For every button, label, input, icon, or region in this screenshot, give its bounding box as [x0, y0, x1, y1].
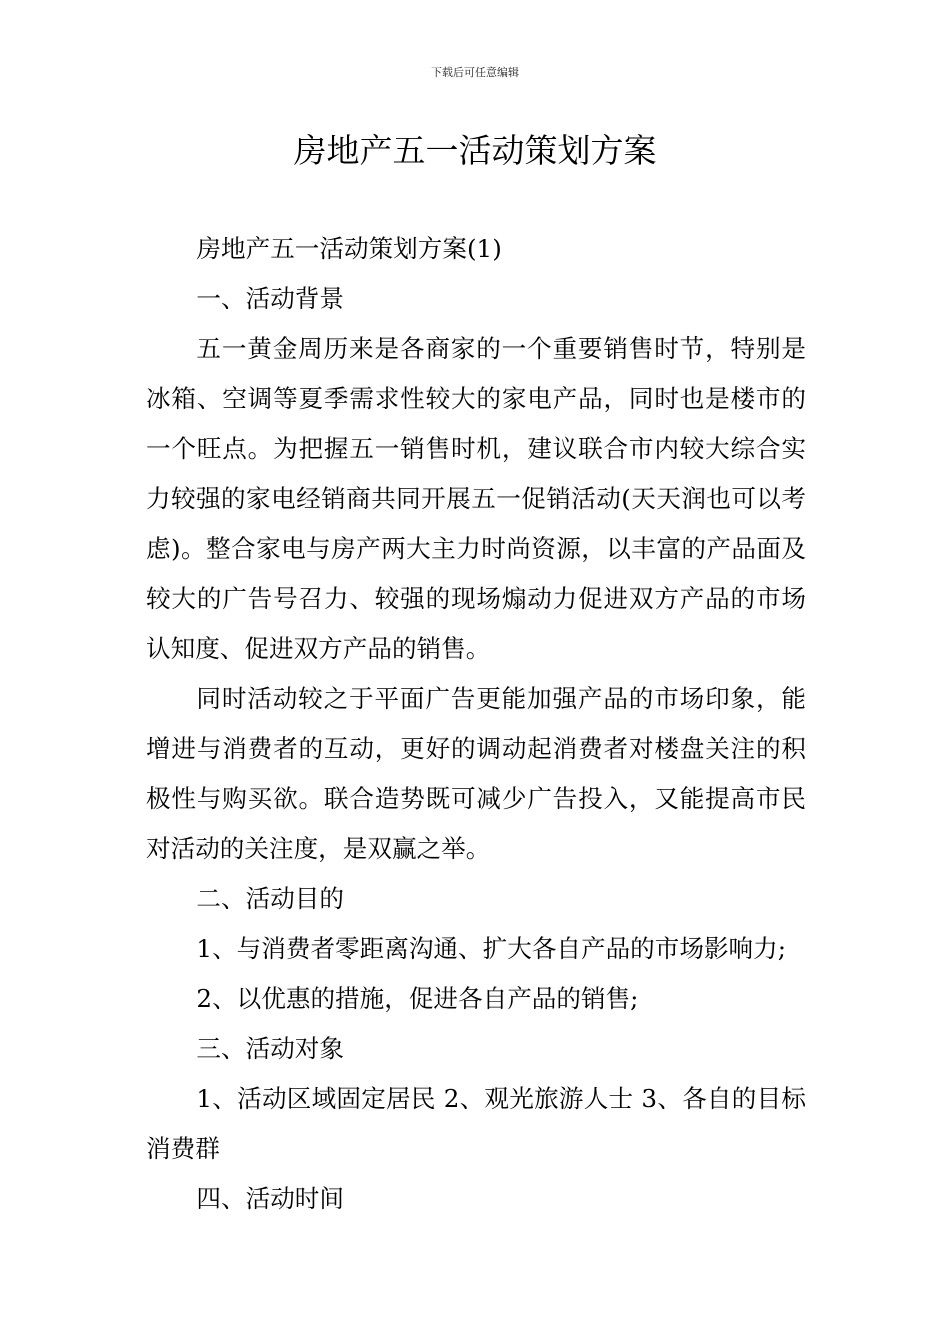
section-heading-time: 四、活动时间	[196, 1184, 344, 1213]
purpose-item-1: 1、与消费者零距离沟通、扩大各自产品的市场影响力;	[196, 934, 787, 963]
section-heading-purpose: 二、活动目的	[196, 884, 344, 913]
document-title: 房地产五一活动策划方案	[293, 131, 657, 170]
section-subtitle: 房地产五一活动策划方案(1)	[196, 234, 502, 263]
purpose-item-2: 2、以优惠的措施，促进各自产品的销售;	[196, 984, 639, 1013]
paragraph-background-1: 五一黄金周历来是各商家的一个重要销售时节，特别是冰箱、空调等夏季需求性较大的家电产品，同时也是楼市的一个旺点。为把握五一销售时机，建议联合市内较大综合实力较强的家电经销商共同开展五一促销活动(天天润也可以考虑)。整合家电与房产两大主力时尚资源，以丰富的产品面及较大的广告号召力、较强的现场煽动力促进双方产品的市场认知度、促进双方产品的销售。	[146, 334, 806, 663]
section-heading-target: 三、活动对象	[196, 1034, 344, 1063]
paragraph-background-2: 同时活动较之于平面广告更能加强产品的市场印象，能增进与消费者的互动，更好的调动起消费者对楼盘关注的积极性与购买欲。联合造势既可减少广告投入，又能提高市民对活动的关注度，是双赢之举。	[146, 684, 806, 863]
document-body	[146, 224, 806, 1224]
header-note: 下载后可任意编辑	[431, 66, 519, 79]
section-heading-background: 一、活动背景	[196, 284, 344, 313]
target-items: 1、活动区域固定居民 2、观光旅游人士 3、各自的目标消费群	[146, 1084, 806, 1163]
